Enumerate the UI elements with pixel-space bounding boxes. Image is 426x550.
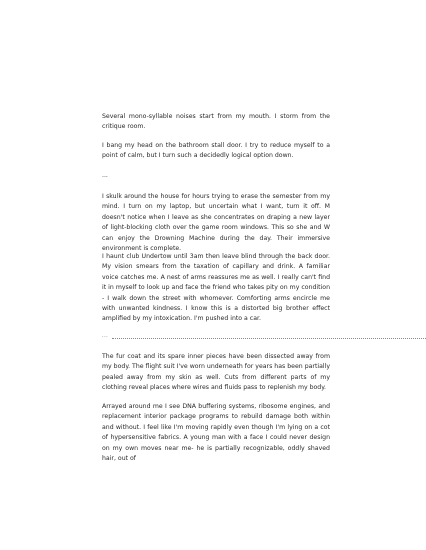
paragraph-skulk-around-house: I skulk around the house for hours trying to erase the semester from my mind. I turn on my laptop, but uncertain what I want, turn it off. M doesn't notice when I leave as she concentrates on draping a new layer of light-blocking cloth over the game room windows. This so she and W can enjoy the Drowning Machine during the day. Their immersive environment is complete.	[102, 193, 330, 253]
section-divider	[112, 338, 426, 339]
paragraph-bathroom-stall: I bang my head on the bathroom stall door. I try to reduce myself to a point of calm, but I turn such a decidedly logical option down.	[102, 142, 330, 160]
paragraph-club-undertow: I haunt club Undertow until 3am then leave blind through the back door. My vision smears from the taxation of capillary and drink. A familiar voice catches me. A nest of arms reassures me as well. I really can't find it in myself to look up and face the friend who takes pity on my condition - I walk down the street with whomever. Comforting arms encircle me with unwanted kindness. I know this is a distorted big brother effect amplified by my intoxication. I'm pushed into a car.	[102, 253, 330, 323]
section-separator-mark: ...	[102, 333, 109, 339]
paragraph-critique-room: Several mono-syllable noises start from my mouth. I storm from the critique room.	[102, 113, 330, 131]
paragraph-dna-buffering: Arrayed around me I see DNA buffering systems, ribosome engines, and replacement interior package programs to rebuild damage both within and without. I feel like I'm moving rapidly even though I'm lying on a cot of hypersensitive fabrics. A young man with a face I could never design on my own moves near me- he is partially recognizable, oddly shaved hair, out of	[102, 403, 330, 463]
paragraph-ellipsis: ...	[102, 172, 108, 179]
paragraph-fur-coat: The fur coat and its spare inner pieces have been dissected away from my body. The flight suit I've worn underneath for years has been partially pealed away from my skin as well. Cuts from different parts of my clothing reveal places where wires and fluids pass to replenish my body.	[102, 353, 330, 392]
